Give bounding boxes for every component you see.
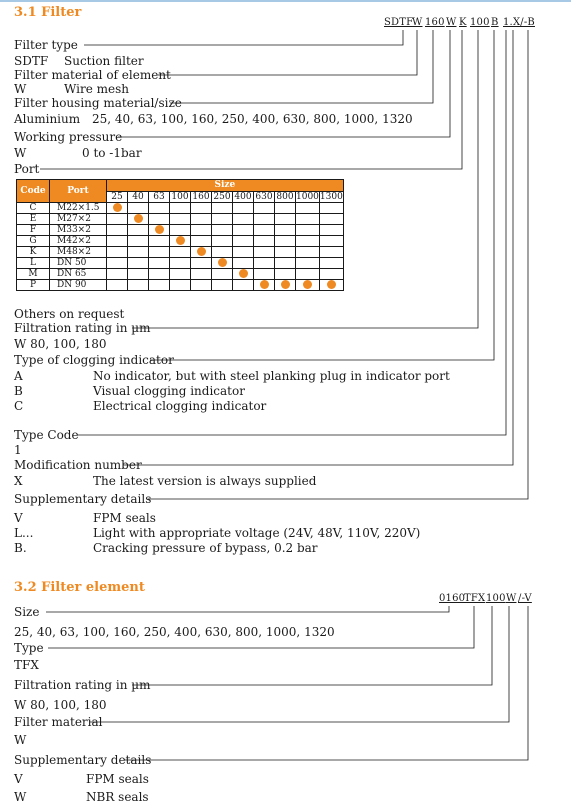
elem-supp-w-desc: NBR seals <box>86 790 149 804</box>
table-header-code: Code <box>17 180 50 203</box>
others-note: Others on request <box>14 307 125 321</box>
row-code: L <box>17 258 50 269</box>
code-clogging: B <box>491 17 499 28</box>
elem-code-rating: 100 <box>486 593 506 604</box>
housing-label: Filter housing material/size <box>14 96 182 110</box>
row-port: DN 50 <box>50 258 107 269</box>
size-col-header: 400 <box>234 191 252 202</box>
leader-clogging <box>150 30 494 360</box>
table-header-port: Port <box>50 180 107 203</box>
leader-elem-size <box>46 606 449 612</box>
leader-supplementary <box>148 30 528 499</box>
supp-b-desc: Cracking pressure of bypass, 0.2 bar <box>93 541 318 555</box>
material-code: W <box>14 82 27 96</box>
rating-values: W 80, 100, 180 <box>14 337 107 351</box>
code-series: SDTF <box>384 17 414 28</box>
size-col-header: 40 <box>128 191 149 203</box>
size-col-header: 250 <box>213 191 231 202</box>
elem-code-type: TFX <box>464 593 486 604</box>
typecode-label: Type Code <box>14 428 79 442</box>
elem-code-size: 0160 <box>439 593 466 604</box>
section-heading-filter: 3.1 Filter <box>14 5 82 20</box>
elem-material-label: Filter material <box>14 715 103 729</box>
mod-label: Modification number <box>14 458 142 472</box>
leader-elem-material <box>90 606 509 722</box>
clog-a-desc: No indicator, but with steel planking plug in indicator port <box>93 369 450 383</box>
leader-port <box>40 30 462 169</box>
row-code: P <box>17 280 50 291</box>
code-size: 160 <box>425 17 445 28</box>
typecode-value: 1 <box>14 443 22 457</box>
row-port: DN 65 <box>50 269 107 280</box>
size-col-header: 800 <box>276 191 294 202</box>
leader-elem-supp <box>124 606 528 760</box>
supp-l-desc: Light with appropriate voltage (24V, 48V, 110V, 220V) <box>93 526 421 540</box>
size-col-header: 63 <box>149 191 170 203</box>
size-col-header: 1000 <box>296 191 319 202</box>
code-port: K <box>459 17 467 28</box>
elem-code-material: W <box>506 593 517 604</box>
filter-type-code: SDTF <box>14 54 49 68</box>
leader-elem-rating <box>132 606 492 685</box>
elem-supp-w-code: W <box>14 790 27 804</box>
supp-l-code: L... <box>14 526 34 540</box>
elem-type-value: TFX <box>14 658 39 672</box>
elem-material-value: W <box>14 733 27 747</box>
pressure-desc: 0 to -1bar <box>82 146 142 160</box>
row-port: M48×2 <box>50 247 107 258</box>
elem-code-tail: /-V <box>518 593 532 604</box>
elem-supp-label: Supplementary details <box>14 753 152 767</box>
leader-modification <box>123 30 513 465</box>
supp-b-code: B. <box>14 541 27 555</box>
row-port: M22×1.5 <box>50 203 107 214</box>
elem-supp-v-desc: FPM seals <box>86 772 149 786</box>
pressure-label: Working pressure <box>14 130 123 144</box>
material-desc: Wire mesh <box>64 82 129 96</box>
size-col-header: 160 <box>192 191 210 202</box>
row-port: M27×2 <box>50 214 107 225</box>
clog-a-code: A <box>14 369 23 383</box>
elem-rating-values: W 80, 100, 180 <box>14 698 107 712</box>
material-label: Filter material of element <box>14 68 171 82</box>
row-port: M42×2 <box>50 236 107 247</box>
size-col-header: 1300 <box>319 191 343 202</box>
leader-material <box>158 30 417 75</box>
supp-label: Supplementary details <box>14 492 152 506</box>
clog-b-code: B <box>14 384 23 398</box>
size-col-header: 25 <box>107 191 128 203</box>
pressure-code: W <box>14 146 27 160</box>
rating-label: Filtration rating in µm <box>14 321 151 335</box>
row-code: K <box>17 247 50 258</box>
code-pressure: W <box>446 17 457 28</box>
code-material: W <box>412 17 423 28</box>
row-code: M <box>17 269 50 280</box>
filter-type-label: Filter type <box>14 38 78 52</box>
clog-b-desc: Visual clogging indicator <box>93 384 245 398</box>
size-col-header: 630 <box>255 191 273 202</box>
row-port: DN 90 <box>50 280 107 291</box>
row-code: E <box>17 214 50 225</box>
leader-pressure <box>118 30 450 137</box>
mod-desc: The latest version is always supplied <box>93 474 317 488</box>
leader-housing <box>170 30 433 103</box>
section-heading-element: 3.2 Filter element <box>14 580 145 595</box>
clog-c-code: C <box>14 399 24 413</box>
clog-label: Type of clogging indicator <box>14 353 174 367</box>
row-code: F <box>17 225 50 236</box>
leader-typecode <box>78 30 506 435</box>
row-port: M33×2 <box>50 225 107 236</box>
clog-c-desc: Electrical clogging indicator <box>93 399 267 413</box>
row-code: G <box>17 236 50 247</box>
supp-v-code: V <box>14 511 23 525</box>
code-rating: 100 <box>470 17 490 28</box>
size-col-header: 100 <box>171 191 189 202</box>
elem-size-values: 25, 40, 63, 100, 160, 250, 400, 630, 800, 1000, 1320 <box>14 625 335 639</box>
port-label: Port <box>14 162 40 176</box>
leader-filter-type <box>84 30 403 45</box>
elem-supp-v-code: V <box>14 772 23 786</box>
code-tail: 1.X/-B <box>503 17 535 28</box>
housing-desc: Aluminium <box>14 112 81 126</box>
elem-type-label: Type <box>14 641 44 655</box>
filter-type-desc: Suction filter <box>64 54 144 68</box>
row-code: C <box>17 203 50 214</box>
supp-v-desc: FPM seals <box>93 511 156 525</box>
table-header-size: Size <box>107 180 344 192</box>
housing-sizes: 25, 40, 63, 100, 160, 250, 400, 630, 800, 1000, 1320 <box>92 112 413 126</box>
elem-size-label: Size <box>14 605 40 619</box>
mod-code: X <box>14 474 23 488</box>
elem-rating-label: Filtration rating in µm <box>14 678 151 692</box>
